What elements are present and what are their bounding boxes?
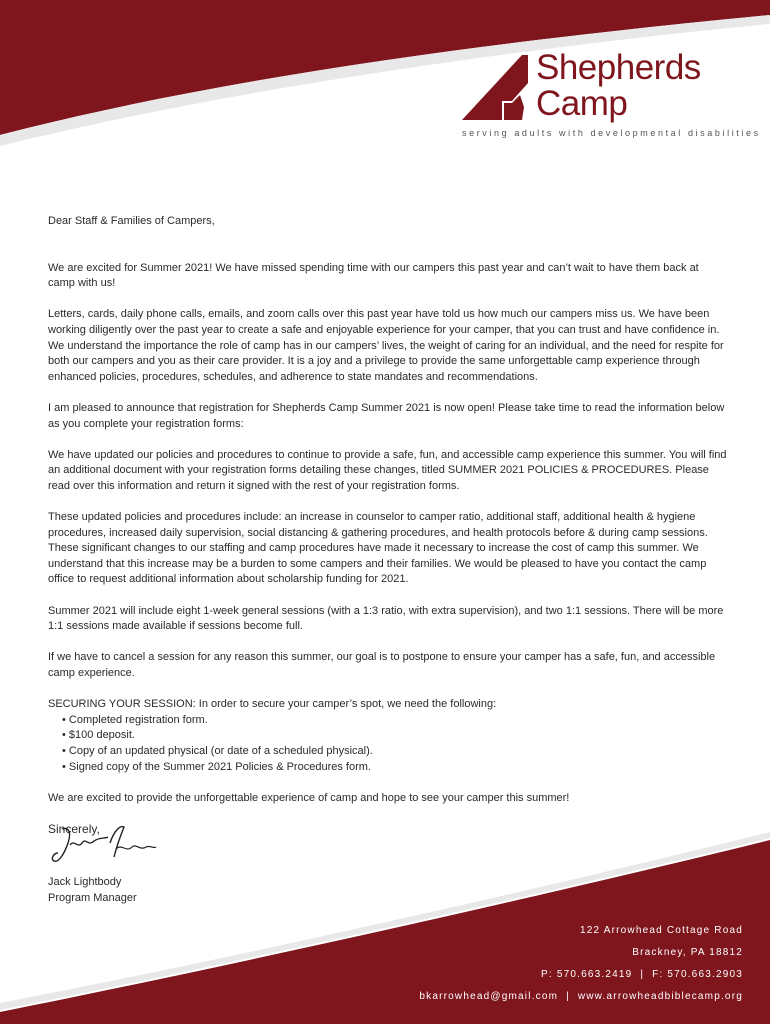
paragraph-updated-policies: We have updated our policies and procedures to continue to provide a safe, fun, and accessible camp experience this summer. You will find an additional document with your registration forms detailing these changes, titled SUMMER 2021 POLICIES & PROCEDURES. Please read over this information and return it signed with the rest of your registration forms. (48, 448, 727, 492)
letter-body (48, 214, 728, 838)
signer-name: Jack Lightbody (48, 876, 122, 888)
paragraph-policy-details: These updated policies and procedures include: an increase in counselor to camper ratio, additional staff, additional health & hygiene procedures, increased daily supervision, social distancing & gathering procedures, and health protocols before & during camp sessions. These significant changes to our staffing and camp procedures have made it necessary to increase the cost of camp this summer. We understand that this increase may be a burden to some campers and their families. We would be pleased to have you contact the camp office to request additional information about scholarship funding for 2021. (48, 511, 708, 586)
paragraph-registration-open: I am pleased to announce that registration for Shepherds Camp Summer 2021 is now open! Please take time to read the information below as you complete your registration forms: (48, 401, 725, 430)
paragraph-summer-excited: We are excited for Summer 2021! We have missed spending time with our campers this past year and can’t wait to have them back at camp with us! (48, 261, 699, 290)
phone-fax: P: 570.663.2419 | F: 570.663.2903 (541, 969, 743, 980)
securing-list (48, 713, 728, 775)
list-item: • Completed registration form. (62, 713, 728, 729)
letter-closing: Sincerely, (48, 821, 100, 836)
brand-name-line2: Camp (536, 84, 628, 123)
list-item: • $100 deposit. (62, 728, 728, 744)
brand-logo (462, 48, 761, 150)
address-line2: Brackney, PA 18812 (632, 947, 743, 958)
brand-name-line1: Shepherds (536, 48, 701, 87)
paragraph-miss-campers: Letters, cards, daily phone calls, emails, and zoom calls over this past year have told us how much our campers miss us. We have been working diligently over the past year to create a safe and enjoyable experience for your camper, that you can trust and have confidence in. We understand the importance the role of camp has in our campers’ lives, the weight of caring for an individual, and the need for respite for both our campers and you as their care provider. It is a joy and a privilege to provide the same unforgettable camp experience through enhanced policies, procedures, schedules, and adherence to state mandates and recommendations. (48, 308, 724, 383)
footer-contact (419, 920, 743, 1008)
list-item: • Signed copy of the Summer 2021 Policies & Procedures form. (62, 760, 728, 776)
paragraph-sessions: Summer 2021 will include eight 1-week general sessions (with a 1:3 ratio, with extra supervision), and two 1:1 sessions. There will be more 1:1 sessions made available if sessions become full. (48, 604, 724, 633)
securing-section (48, 697, 728, 775)
signer-title: Program Manager (48, 891, 137, 904)
paragraph-cancellation: If we have to cancel a session for any reason this summer, our goal is to postpone to ensure your camper has a safe, fun, and accessible camp experience. (48, 651, 716, 680)
letter-greeting: Dear Staff & Families of Campers, (48, 215, 215, 227)
signer-block (48, 875, 137, 906)
list-item: • Copy of an updated physical (or date of a scheduled physical). (62, 744, 728, 760)
mountain-icon (462, 55, 537, 125)
paragraph-final: We are excited to provide the unforgettable experience of camp and hope to see your camper this summer! (48, 791, 570, 804)
securing-intro: SECURING YOUR SESSION: In order to secure your camper’s spot, we need the following: (48, 698, 497, 711)
address-line1: 122 Arrowhead Cottage Road (580, 925, 743, 936)
handwritten-signature (50, 823, 160, 868)
email-website: bkarrowhead@gmail.com | www.arrowheadbiblecamp.org (419, 991, 743, 1002)
brand-tagline: serving adults with developmental disabilities (462, 128, 761, 138)
